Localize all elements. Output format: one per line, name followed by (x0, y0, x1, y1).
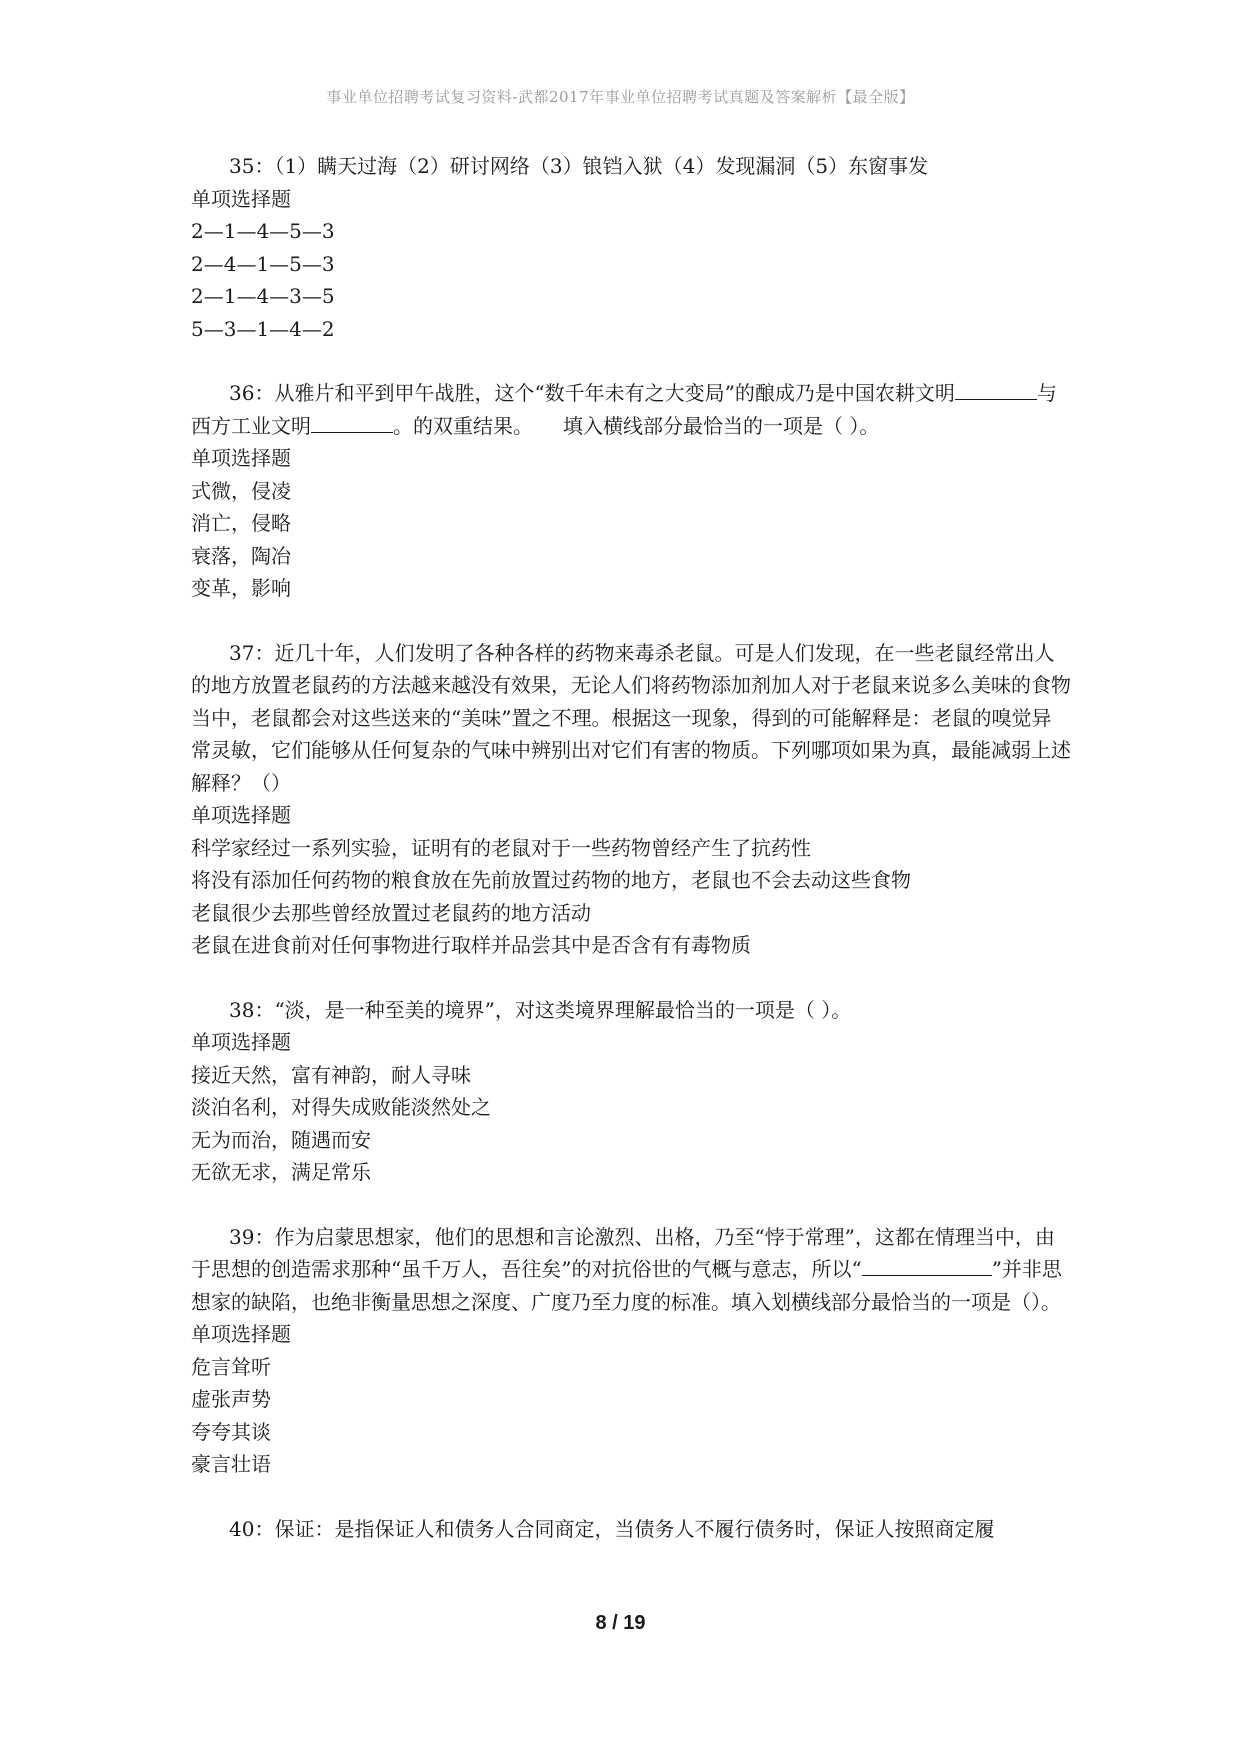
option: 变革，影响 (191, 576, 291, 600)
option: 2—1—4—5—3 (191, 219, 335, 243)
question-37 (191, 637, 1071, 962)
option: 夸夸其谈 (191, 1419, 271, 1444)
stem-text: ”并非思想家的缺陷，也绝非衡量思想之深度、广度乃至力度的标准。填入划横线部分最恰当的一项是（）。 (191, 1257, 1062, 1314)
question-40 (191, 1513, 1071, 1546)
option: 衰落，陶冶 (191, 543, 291, 568)
stem-text: 39：作为启蒙思想家，他们的思想和言论激烈、出格，乃至“悖于常理”，这都在情理当中，由于思想的创造需求那种“虽千万人，吾往矣”的对抗俗世的气概与意志，所以“ (191, 1224, 1055, 1281)
question-type: 单项选择题 (191, 186, 291, 211)
question-stem: 37：近几十年，人们发明了各种各样的药物来毒杀老鼠。可是人们发现，在一些老鼠经常出人的地方放置老鼠药的方法越来越没有效果，无论人们将药物添加剂加人对于老鼠来说多么美味的食物当中，老鼠都会对这些送来的“美味”置之不理。根据这一现象，得到的可能解释是：老鼠的嗅觉异常灵敏，它们能够从任何复杂的气味中辨别出对它们有害的物质。下列哪项如果为真，最能减弱上述解释？（） (191, 640, 1071, 795)
option: 淡泊名利，对得失成败能淡然处之 (191, 1095, 491, 1119)
question-stem: 40：保证：是指保证人和债务人合同商定，当债务人不履行债务时，保证人按照商定履 (229, 1516, 995, 1541)
option: 危言耸听 (191, 1354, 271, 1379)
option: 老鼠很少去那些曾经放置过老鼠药的地方活动 (191, 900, 591, 925)
option: 无为而治，随遇而安 (191, 1127, 371, 1152)
option: 2—4—1—5—3 (191, 251, 335, 276)
question-36 (191, 377, 1071, 605)
question-stem (191, 377, 1071, 442)
question-39 (191, 1221, 1071, 1481)
option: 豪言壮语 (191, 1452, 271, 1476)
option: 2—1—4—3—5 (191, 284, 335, 308)
option: 消亡，侵略 (191, 511, 291, 535)
stem-text: 与西方工业文明 (191, 381, 1057, 438)
stem-text: 36：从雅片和平到甲午战胜，这个“数千年未有之大变局”的酿成乃是中国农耕文明 (229, 381, 955, 405)
question-38 (191, 994, 1071, 1189)
option: 接近天然，富有神韵，耐人寻味 (191, 1062, 471, 1087)
option: 老鼠在进食前对任何事物进行取样并品尝其中是否含有有毒物质 (191, 933, 751, 957)
option: 虚张声势 (191, 1387, 271, 1411)
document-body (191, 150, 1071, 1577)
fill-blank (311, 410, 393, 433)
option: 科学家经过一系列实验，证明有的老鼠对于一些药物曾经产生了抗药性 (191, 835, 811, 860)
option: 5—3—1—4—2 (191, 316, 335, 341)
option: 式微，侵凌 (191, 478, 291, 503)
fill-blank (955, 377, 1037, 400)
question-35 (191, 150, 1071, 345)
question-type: 单项选择题 (191, 446, 291, 470)
question-stem: 35：（1）瞒天过海（2）研讨网络（3）锒铛入狱（4）发现漏洞（5）东窗事发 (229, 154, 929, 178)
question-type: 单项选择题 (191, 1322, 291, 1346)
question-type: 单项选择题 (191, 803, 291, 827)
question-type: 单项选择题 (191, 1030, 291, 1054)
running-header: 事业单位招聘考试复习资料-武都2017年事业单位招聘考试真题及答案解析【最全版】 (326, 88, 915, 106)
fill-blank (862, 1253, 992, 1276)
question-stem: 38：“淡，是一种至美的境界”，对这类境界理解最恰当的一项是（ ）。 (229, 997, 852, 1022)
option: 将没有添加任何药物的粮食放在先前放置过药物的地方，老鼠也不会去动这些食物 (191, 868, 911, 892)
question-stem (191, 1221, 1071, 1319)
page-number: 8 / 19 (595, 1612, 646, 1634)
stem-text: 。的双重结果。 填入横线部分最恰当的一项是（ ）。 (393, 413, 880, 438)
option: 无欲无求，满足常乐 (191, 1160, 371, 1184)
